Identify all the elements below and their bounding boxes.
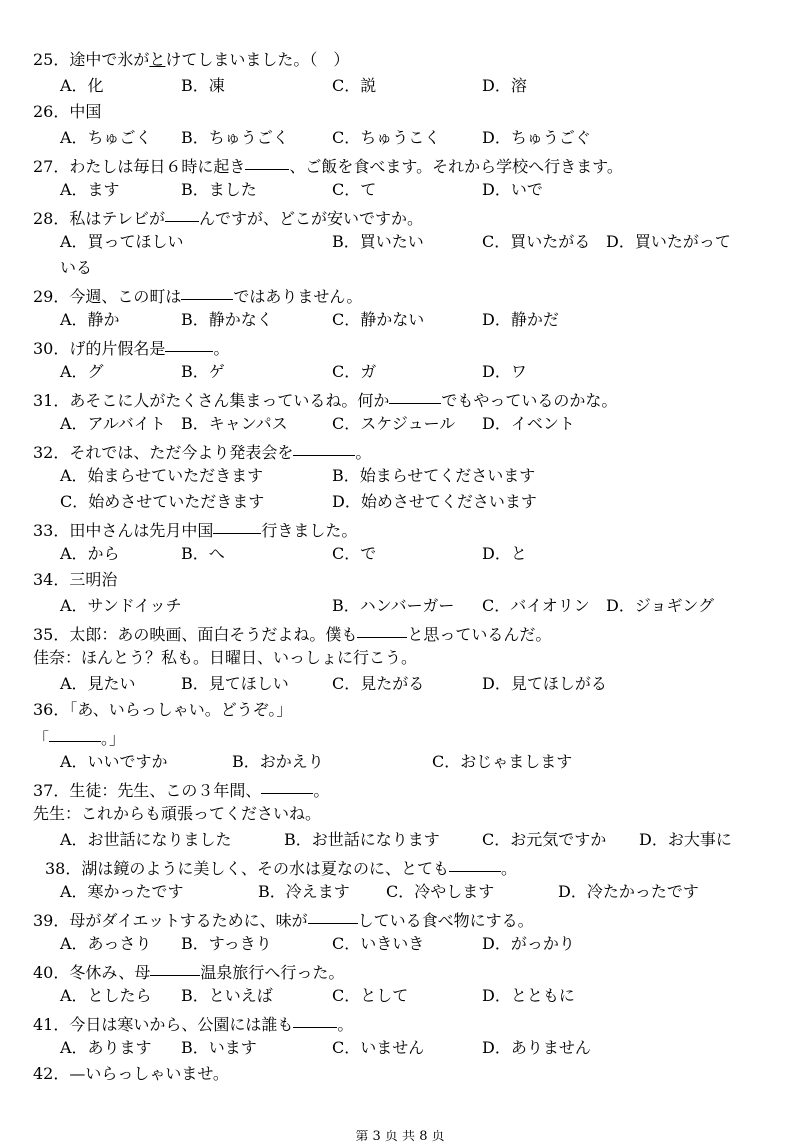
answer-blank[interactable] xyxy=(150,957,200,976)
question-text: 33．田中さんは先月中国 xyxy=(33,521,214,540)
option-c[interactable]: C．バイオリン xyxy=(482,596,590,615)
option-b[interactable]: B．凍 xyxy=(181,76,225,95)
question-text: 39．母がダイエットするために、味が xyxy=(33,911,308,930)
question-36 xyxy=(0,697,800,723)
options-32-cd xyxy=(0,489,800,515)
question-text: 34．三明治 xyxy=(33,570,118,589)
question-26 xyxy=(0,99,800,125)
question-text: 。 xyxy=(213,339,230,358)
question-39 xyxy=(0,905,800,931)
option-b[interactable]: B．ちゅうごく xyxy=(181,128,289,147)
question-25 xyxy=(0,47,800,73)
option-b[interactable]: B．といえば xyxy=(181,986,273,1005)
options-30 xyxy=(0,359,800,385)
option-c[interactable]: C．で xyxy=(332,544,377,563)
option-a[interactable]: A．グ xyxy=(60,362,104,381)
option-c[interactable]: C．ガ xyxy=(332,362,377,381)
question-text: んですが、どこが安いですか。 xyxy=(199,209,424,228)
option-c[interactable]: C．静かない xyxy=(332,310,425,329)
option-a[interactable]: A．あっさり xyxy=(60,934,152,953)
question-text: 27．わたしは毎日６時に起き xyxy=(33,157,246,176)
option-b[interactable]: B．おかえり xyxy=(232,752,324,771)
option-a[interactable]: A．ます xyxy=(60,180,120,199)
question-text: 28．私はテレビが xyxy=(33,209,166,228)
option-c[interactable]: C．お元気ですか xyxy=(482,830,607,849)
options-31 xyxy=(0,411,800,437)
question-text: 35．太郎：あの映画、面白そうだよね。僕も xyxy=(33,625,358,644)
option-c[interactable]: C．として xyxy=(332,986,409,1005)
option-a[interactable]: A．から xyxy=(60,544,120,563)
option-d[interactable]: D．買いたがって xyxy=(606,232,731,251)
option-c[interactable]: C．説 xyxy=(332,76,377,95)
question-text: 36．「あ、いらっしゃい。どうぞ。」 xyxy=(33,700,293,719)
option-c[interactable]: C．いきいき xyxy=(332,934,425,953)
options-25 xyxy=(0,73,800,99)
question-27 xyxy=(0,151,800,177)
answer-blank[interactable] xyxy=(213,515,261,534)
dialogue-text: 佳奈：ほんとう？私も。日曜日、いっしょに行こう。 xyxy=(33,648,418,667)
answer-blank[interactable] xyxy=(181,281,233,300)
option-d[interactable]: D．始めさせてくださいます xyxy=(332,492,537,511)
option-b[interactable]: B．ゲ xyxy=(181,362,225,381)
options-26 xyxy=(0,125,800,151)
question-text: 32．それでは、ただ今より発表会を xyxy=(33,443,294,462)
option-d[interactable]: D．ジョギング xyxy=(606,596,715,615)
option-b[interactable]: B．お世話になります xyxy=(284,830,440,849)
option-a[interactable]: A．サンドイッチ xyxy=(60,596,182,615)
option-a[interactable]: A．お世話になりました xyxy=(60,830,232,849)
question-text: 。 xyxy=(355,443,372,462)
option-c[interactable]: C．買いたがる xyxy=(482,232,591,251)
option-c[interactable]: C．いません xyxy=(332,1038,425,1057)
underlined-char: と xyxy=(149,50,166,69)
options-38 xyxy=(0,879,800,905)
exam-page xyxy=(0,47,800,1087)
option-b[interactable]: B．見てほしい xyxy=(181,674,289,693)
option-b[interactable]: B．冷えます xyxy=(258,882,350,901)
question-text: 40．冬休み、母 xyxy=(33,963,151,982)
question-text: 。 xyxy=(337,1015,354,1034)
answer-blank[interactable] xyxy=(308,905,358,924)
option-d[interactable]: D．がっかり xyxy=(482,934,575,953)
question-text: 、ご飯を食べます。それから学校へ行きます。 xyxy=(289,157,623,176)
question-41 xyxy=(0,1009,800,1035)
question-35 xyxy=(0,619,800,645)
question-text: 行きました。 xyxy=(261,521,358,540)
question-38 xyxy=(0,853,800,879)
question-text: 26．中国 xyxy=(33,102,102,121)
option-c[interactable]: C．冷やします xyxy=(386,882,495,901)
option-a[interactable]: A．化 xyxy=(60,76,104,95)
options-37 xyxy=(0,827,800,853)
question-text: 。 xyxy=(501,859,518,878)
option-b[interactable]: B．すっきり xyxy=(181,934,272,953)
option-c[interactable]: C．おじゃまします xyxy=(432,752,573,771)
answer-blank[interactable] xyxy=(165,333,213,352)
option-b[interactable]: B．います xyxy=(181,1038,257,1057)
question-text: 。 xyxy=(313,781,330,800)
question-text: 30．げ的片假名是 xyxy=(33,339,166,358)
option-b[interactable]: B．ハンバーガー xyxy=(332,596,455,615)
option-a[interactable]: A．始まらせていただきます xyxy=(60,466,264,485)
option-d[interactable]: D．ちゅうごぐ xyxy=(482,128,591,147)
question-text: 38．湖は鏡のように美しく、その水は夏なのに、とても xyxy=(45,859,450,878)
options-28 xyxy=(0,229,800,255)
question-text: でもやっているのかな。 xyxy=(441,391,618,410)
question-text: 41．今日は寒いから、公園には誰も xyxy=(33,1015,294,1034)
question-text: 42．—いらっしゃいませ。 xyxy=(33,1064,229,1083)
answer-blank[interactable] xyxy=(449,853,501,872)
answer-blank[interactable] xyxy=(261,775,313,794)
option-d-continuation xyxy=(0,255,800,281)
answer-blank[interactable] xyxy=(165,203,199,222)
option-d[interactable]: D．と xyxy=(482,544,527,563)
options-36 xyxy=(0,749,800,775)
question-40 xyxy=(0,957,800,983)
option-d[interactable]: D．見てほしがる xyxy=(482,674,607,693)
option-b[interactable]: B．へ xyxy=(181,544,225,563)
option-b[interactable]: B．買いたい xyxy=(332,232,424,251)
dialogue-line xyxy=(0,801,800,827)
option-d[interactable]: D．ありません xyxy=(482,1038,591,1057)
dialogue-line xyxy=(0,723,800,749)
options-41 xyxy=(0,1035,800,1061)
options-34 xyxy=(0,593,800,619)
options-33 xyxy=(0,541,800,567)
question-text: 29．今週、この町は xyxy=(33,287,182,306)
option-b[interactable]: B．ました xyxy=(181,180,257,199)
option-a[interactable]: A．寒かったです xyxy=(60,882,184,901)
answer-blank[interactable] xyxy=(293,437,355,456)
options-32-ab xyxy=(0,463,800,489)
dialogue-text: 「 xyxy=(33,729,50,748)
option-b[interactable]: B．キャンパス xyxy=(181,414,288,433)
question-text: している食べ物にする。 xyxy=(357,911,534,930)
question-text: 31．あそこに人がたくさん集まっているね。何か xyxy=(33,391,390,410)
option-d[interactable]: D．お大事に xyxy=(639,830,732,849)
question-text: 25．途中で氷が xyxy=(33,50,150,69)
option-d[interactable]: D．溶 xyxy=(482,76,527,95)
options-39 xyxy=(0,931,800,957)
answer-blank[interactable] xyxy=(245,151,289,170)
question-text: と思っているんだ。 xyxy=(407,625,552,644)
dialogue-text: 先生：これからも頑張ってくださいね。 xyxy=(33,804,322,823)
question-text: ではありません。 xyxy=(233,287,363,306)
question-32 xyxy=(0,437,800,463)
question-34 xyxy=(0,567,800,593)
question-text: 37．生徒：先生、この３年間、 xyxy=(33,781,262,800)
question-text: けてしまいました。（ ） xyxy=(165,50,350,69)
dialogue-line xyxy=(0,645,800,671)
question-33 xyxy=(0,515,800,541)
option-d[interactable]: D．イベント xyxy=(482,414,575,433)
question-37 xyxy=(0,775,800,801)
answer-blank[interactable] xyxy=(357,619,407,638)
option-a[interactable]: A．としたら xyxy=(60,986,152,1005)
option-a[interactable]: A．静か xyxy=(60,310,120,329)
question-30 xyxy=(0,333,800,359)
option-d[interactable]: D．いで xyxy=(482,180,543,199)
option-a[interactable]: A．見たい xyxy=(60,674,136,693)
question-42 xyxy=(0,1061,800,1087)
question-29 xyxy=(0,281,800,307)
option-c[interactable]: C．始めさせていただきます xyxy=(60,492,265,511)
option-d[interactable]: D．とともに xyxy=(482,986,575,1005)
question-28 xyxy=(0,203,800,229)
page-number: 第 3 页 共 8 页 xyxy=(355,1130,445,1144)
options-29 xyxy=(0,307,800,333)
option-a[interactable]: A．ちゅごく xyxy=(60,128,152,147)
options-27 xyxy=(0,177,800,203)
option-a[interactable]: A．あります xyxy=(60,1038,152,1057)
option-c[interactable]: C．スケジュール xyxy=(332,414,456,433)
option-d[interactable]: D．ワ xyxy=(482,362,527,381)
option-c[interactable]: C．見たがる xyxy=(332,674,425,693)
question-31 xyxy=(0,385,800,411)
option-c[interactable]: C．ちゅうこく xyxy=(332,128,441,147)
options-35 xyxy=(0,671,800,697)
options-40 xyxy=(0,983,800,1009)
question-text: 温泉旅行へ行った。 xyxy=(200,963,345,982)
option-b[interactable]: B．静かなく xyxy=(181,310,273,329)
dialogue-text: 。」 xyxy=(101,729,126,748)
option-a[interactable]: A．買ってほしい xyxy=(60,232,184,251)
wrapped-text: いる xyxy=(60,258,93,277)
option-b[interactable]: B．始まらせてくださいます xyxy=(332,466,536,485)
option-c[interactable]: C．て xyxy=(332,180,377,199)
answer-blank[interactable] xyxy=(389,385,441,404)
answer-blank[interactable] xyxy=(293,1009,337,1028)
option-d[interactable]: D．静かだ xyxy=(482,310,559,329)
option-a[interactable]: A．アルバイト xyxy=(60,414,166,433)
option-d[interactable]: D．冷たかったです xyxy=(558,882,699,901)
option-a[interactable]: A．いいですか xyxy=(60,752,168,771)
answer-blank[interactable] xyxy=(49,723,101,742)
